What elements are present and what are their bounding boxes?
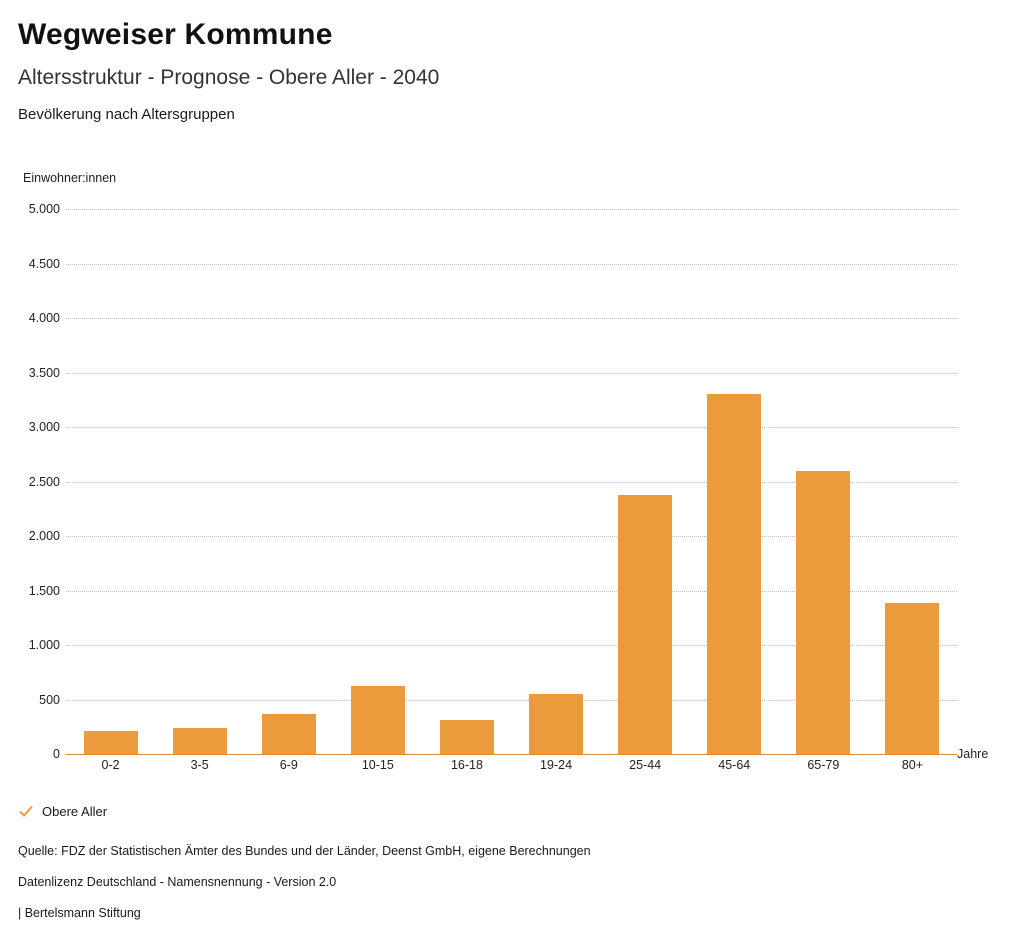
x-axis-tick-label: 19-24 (540, 758, 573, 772)
y-axis-tick-label: 1.000 (28, 638, 60, 652)
chart-section-title: Bevölkerung nach Altersgruppen (18, 106, 235, 123)
x-axis-tick-label: 45-64 (718, 758, 751, 772)
x-axis-tick-label: 0-2 (101, 758, 120, 772)
x-axis-tick-label: 10-15 (361, 758, 394, 772)
x-axis-label: Jahre (957, 747, 989, 761)
y-axis-label: Einwohner:innen (23, 171, 117, 185)
y-axis-tick-label: 3.500 (28, 365, 60, 380)
bar[interactable] (885, 603, 939, 755)
page-title: Wegweiser Kommune (18, 18, 333, 51)
y-axis-tick-label: 4.000 (28, 311, 60, 325)
bar[interactable] (262, 714, 316, 754)
bar[interactable] (173, 728, 227, 754)
y-axis-tick-label: 500 (39, 692, 60, 707)
x-axis-tick-label: 25-44 (629, 758, 662, 772)
y-axis-ticks (0, 202, 60, 761)
chart-subtitle: Altersstruktur - Prognose - Obere Aller - 2040 (18, 66, 440, 89)
y-axis-tick-label: 0 (53, 747, 60, 761)
y-axis-tick-label: 5.000 (28, 202, 60, 216)
bar[interactable] (529, 694, 583, 754)
y-axis-tick-label: 2.000 (28, 529, 60, 543)
legend[interactable] (18, 803, 107, 819)
x-axis-tick-label: 6-9 (279, 758, 298, 772)
y-axis-tick-label: 2.500 (28, 474, 60, 489)
bar[interactable] (618, 495, 672, 754)
bar[interactable] (351, 686, 405, 754)
x-axis-line (66, 754, 957, 755)
bar-series (66, 209, 957, 754)
check-icon (18, 803, 34, 819)
bar[interactable] (84, 731, 138, 754)
bar[interactable] (796, 471, 850, 754)
y-axis-tick-label: 3.000 (28, 420, 60, 434)
x-axis-tick-label: 3-5 (190, 758, 209, 772)
y-axis-tick-label: 4.500 (28, 256, 60, 271)
x-axis-tick-label: 16-18 (450, 758, 483, 772)
bar[interactable] (440, 720, 494, 754)
y-axis-tick-label: 1.500 (28, 583, 60, 598)
legend-label: Obere Aller (42, 803, 108, 819)
x-axis-tick-label: 80+ (901, 758, 924, 772)
bar[interactable] (707, 394, 761, 754)
x-axis-tick-label: 65-79 (807, 758, 840, 772)
publisher-note: | Bertelsmann Stiftung (18, 906, 141, 920)
source-note: Quelle: FDZ der Statistischen Ämter des Bundes und der Länder, Deenst GmbH, eigene Berechnungen (18, 844, 591, 858)
license-note: Datenlizenz Deutschland - Namensnennung - Version 2.0 (18, 875, 337, 889)
